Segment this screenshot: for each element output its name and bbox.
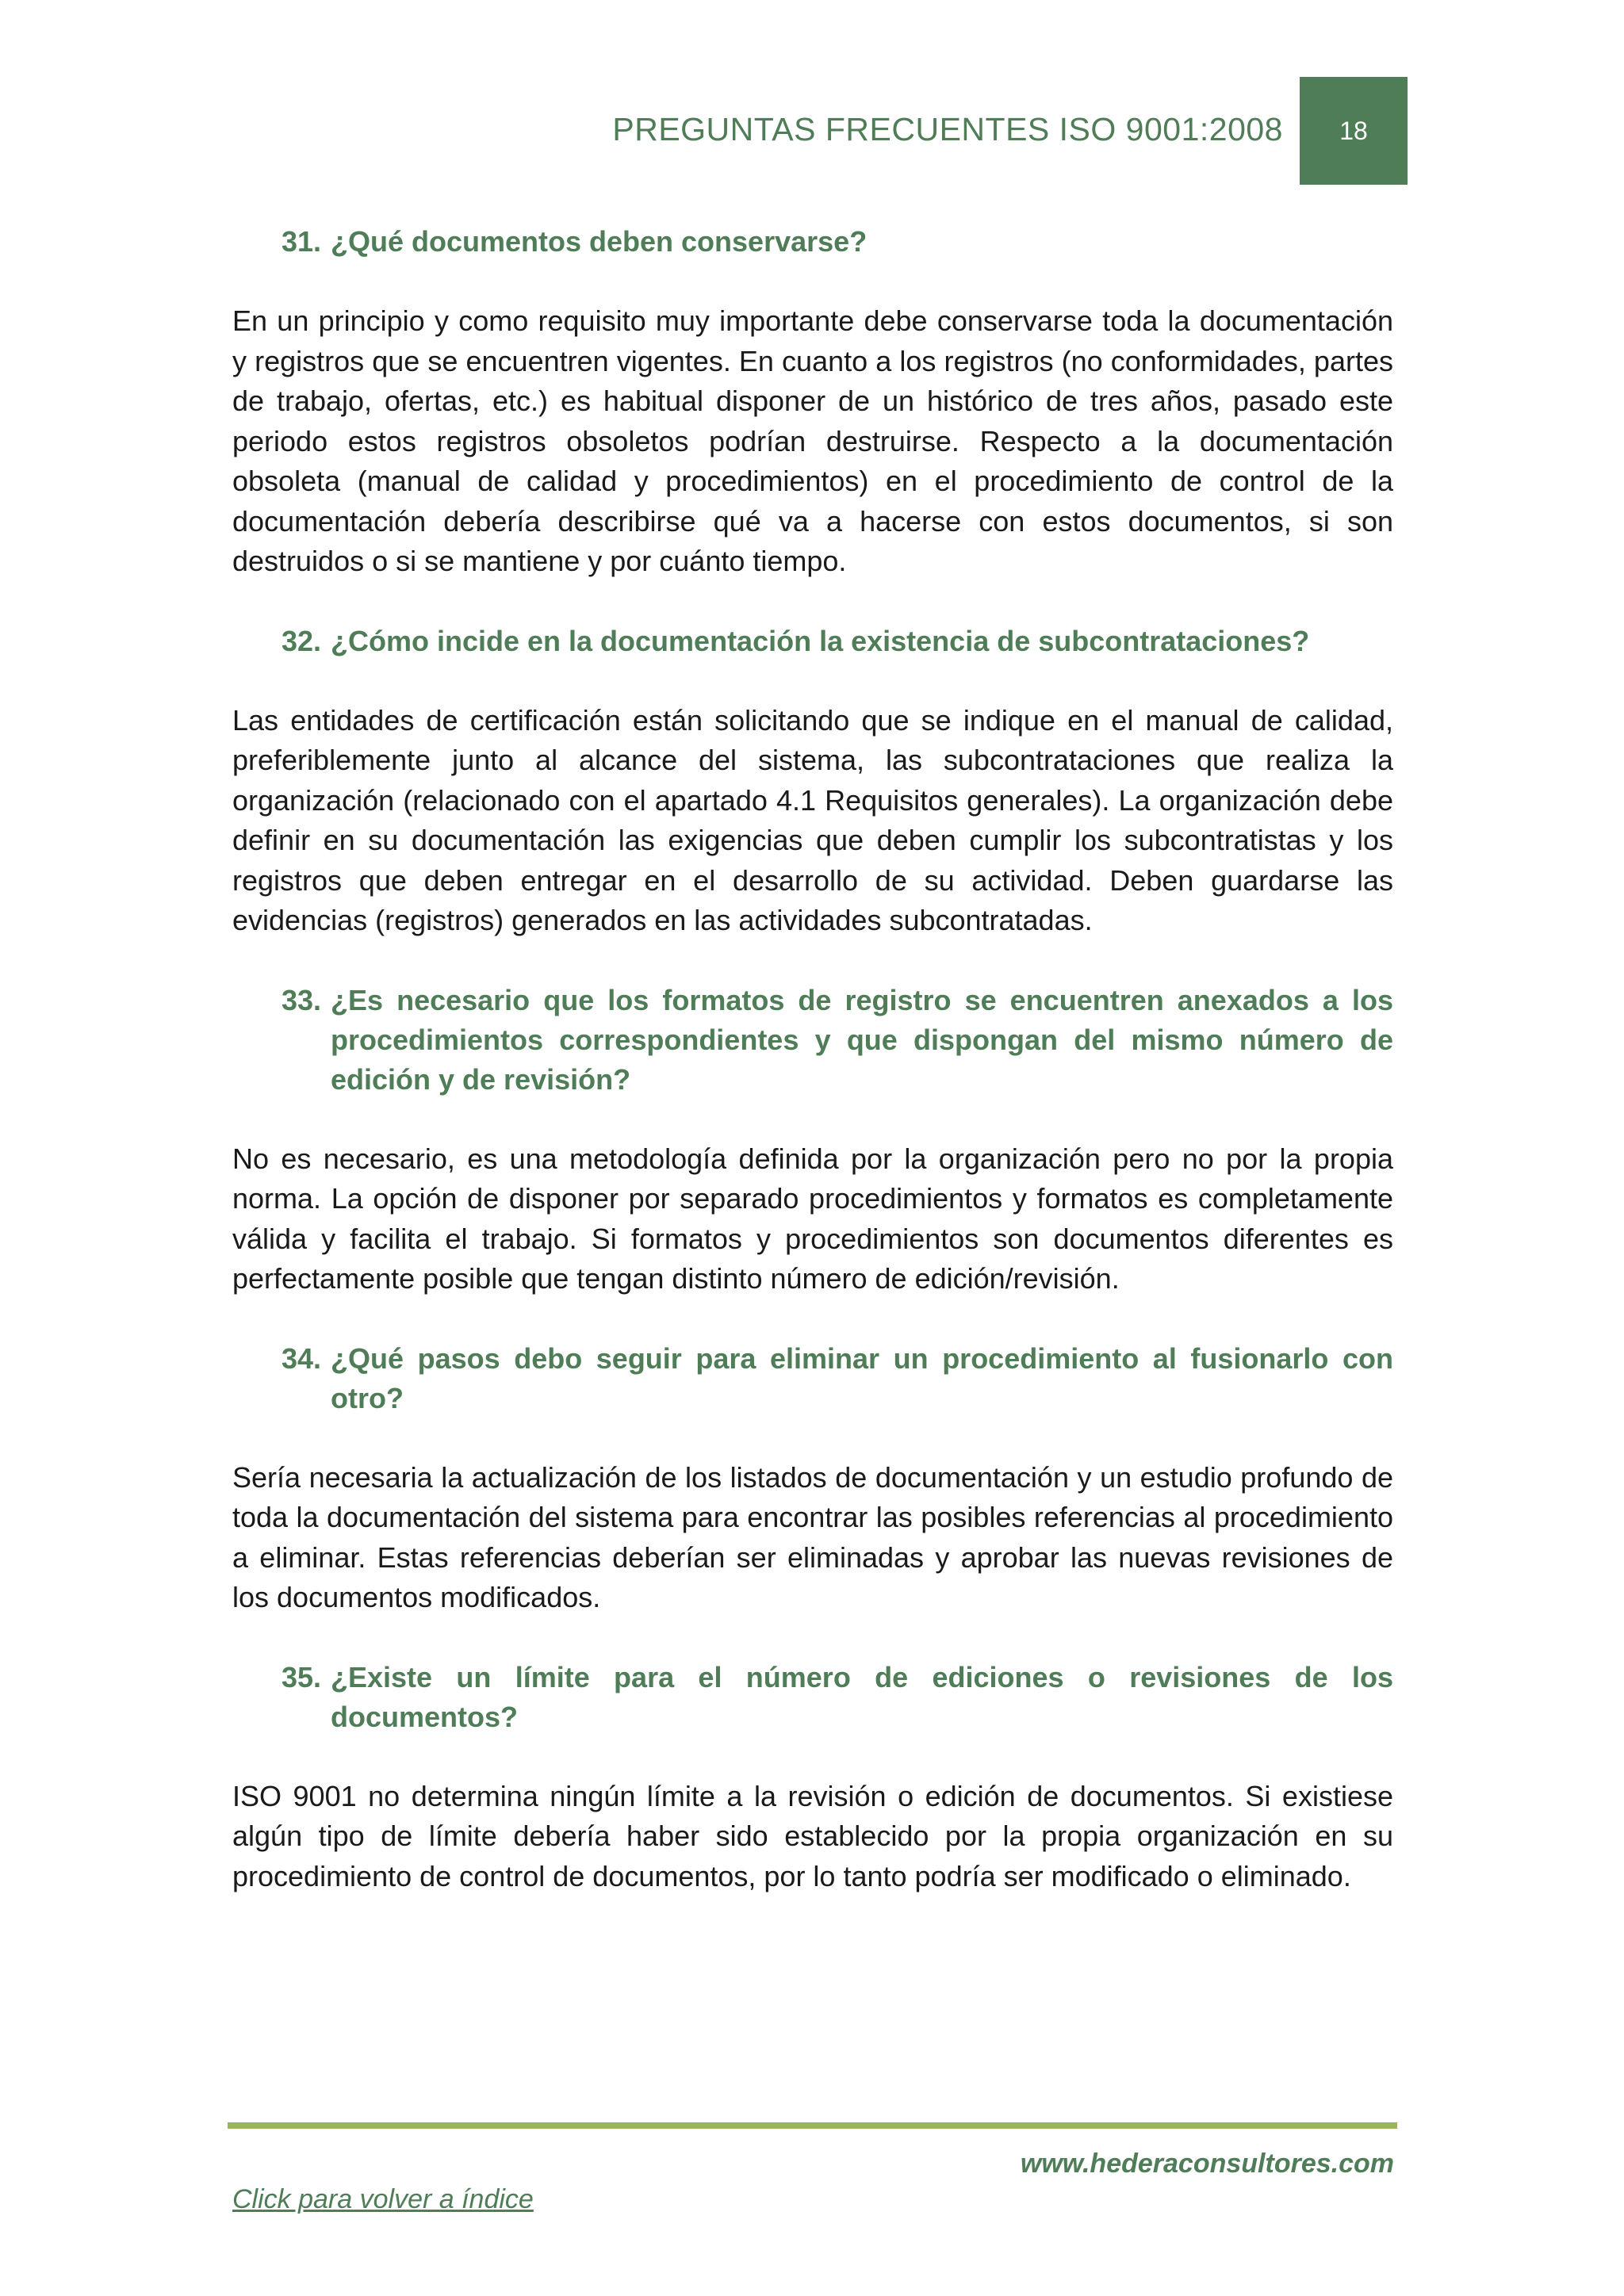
question-text: ¿Qué pasos debo seguir para eliminar un procedimiento al fusionarlo con otro? <box>331 1341 1393 1414</box>
question-number: 32. <box>282 624 322 657</box>
faq-answer: Las entidades de certificación están solicitando que se indique en el manual de calidad, preferiblemente junto al alcance del sistema, las subcontrataciones que realiza la organización (relacionado con el apartado 4.1 Requisitos generales). La organización debe definir en su documentación las exigencias que deben cumplir los subcontratistas y los registros que deben entregar en el desarrollo de su actividad. Deben guardarse las evidencias (registros) generados en las actividades subcontratadas. <box>232 703 1393 936</box>
question-text: ¿Qué documentos deben conservarse? <box>331 225 868 258</box>
faq-question <box>282 222 1393 262</box>
faq-answer: En un principio y como requisito muy importante debe conservarse toda la documentación y registros que se encuentren vigentes. En cuanto a los registros (no conformidades, partes de trabajo, ofertas, etc.) es habitual disponer de un histórico de tres años, pasado este periodo estos registros obsoletos podrían destruirse. Respecto a la documentación obsoleta (manual de calidad y procedimientos) en el procedimiento de control de la documentación debería describirse qué va a hacerse con estos documentos, si son destruidos o si se mantiene y por cuánto tiempo. <box>232 304 1393 577</box>
question-text: ¿Cómo incide en la documentación la existencia de subcontrataciones? <box>331 624 1310 657</box>
faq-question <box>282 1658 1393 1737</box>
faq-item-32 <box>232 622 1393 941</box>
faq-question <box>282 981 1393 1100</box>
faq-content <box>232 222 1393 1936</box>
faq-question <box>282 622 1393 661</box>
faq-answer: No es necesario, es una metodología definida por la organización pero no por la propia norma. La opción de disponer por separado procedimientos y formatos es completamente válida y facilita el trabajo. Si formatos y procedimientos son documentos diferentes es perfectamente posible que tengan distinto número de edición/revisión. <box>232 1142 1393 1295</box>
question-number: 35. <box>282 1660 322 1693</box>
footer-website: www.hederaconsultores.com <box>1020 2149 1394 2179</box>
question-number: 33. <box>282 983 322 1016</box>
faq-item-33 <box>232 981 1393 1299</box>
faq-item-35 <box>232 1658 1393 1897</box>
question-number: 31. <box>282 225 322 258</box>
page-number-badge <box>1300 77 1408 185</box>
question-text: ¿Existe un límite para el número de ediciones o revisiones de los documentos? <box>331 1660 1393 1733</box>
faq-answer: Sería necesaria la actualización de los listados de documentación y un estudio profundo de toda la documentación del sistema para encontrar las posibles referencias al procedimiento a eliminar. Estas referencias deberían ser eliminadas y aprobar las nuevas revisiones de los documentos modificados. <box>232 1460 1393 1613</box>
page-header-title: PREGUNTAS FRECUENTES ISO 9001:2008 <box>612 111 1283 147</box>
question-text: ¿Es necesario que los formatos de registro se encuentren anexados a los procedimientos correspondientes y que dispongan del mismo número de edición y de revisión? <box>331 983 1393 1096</box>
faq-item-34 <box>232 1339 1393 1618</box>
question-number: 34. <box>282 1341 322 1375</box>
footer-divider <box>228 2122 1397 2129</box>
page-number: 18 <box>1339 116 1368 145</box>
faq-answer: ISO 9001 no determina ningún límite a la revisión o edición de documentos. Si existiese algún tipo de límite debería haber sido establecido por la propia organización en su procedimiento de control de documentos, por lo tanto podría ser modificado o eliminado. <box>232 1779 1393 1892</box>
back-to-index-link[interactable]: Click para volver a índice <box>232 2184 534 2214</box>
faq-item-31 <box>232 222 1393 582</box>
faq-question <box>282 1339 1393 1418</box>
